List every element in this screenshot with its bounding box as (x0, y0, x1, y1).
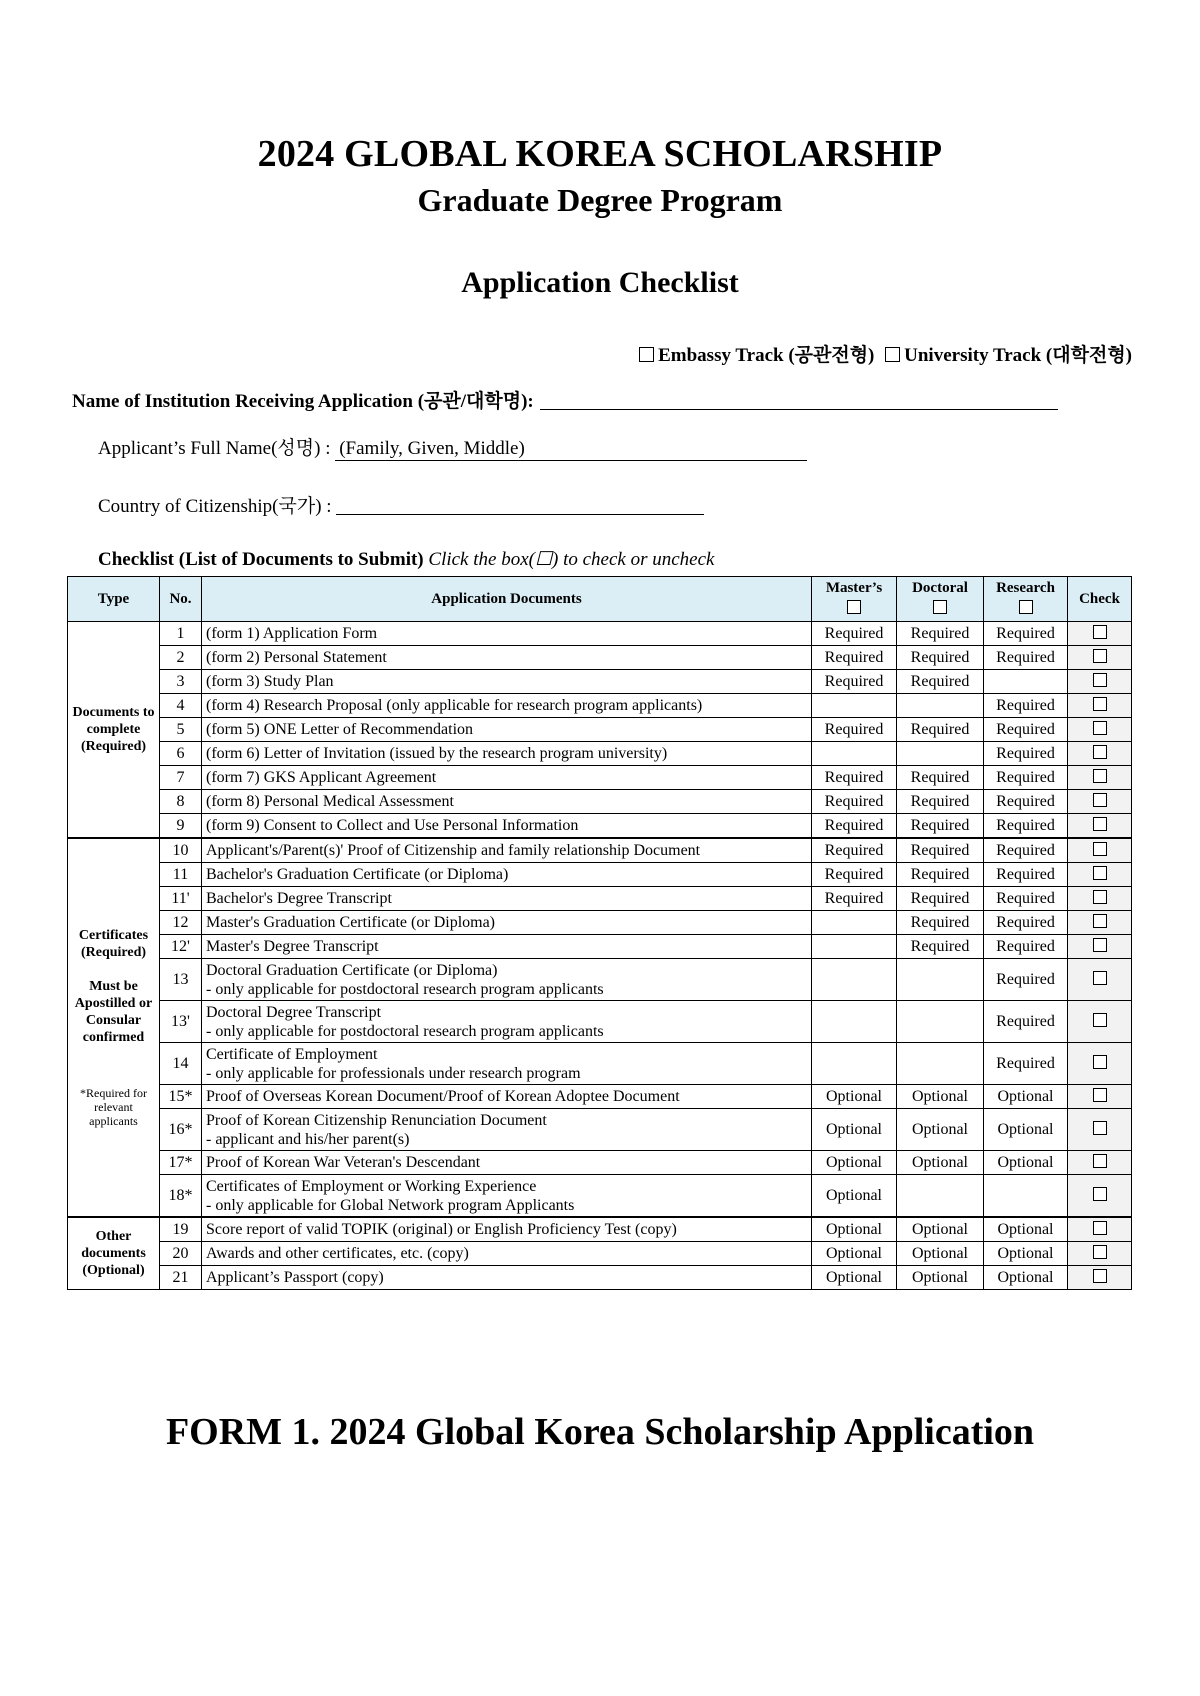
row-number: 5 (160, 718, 202, 742)
row-checkbox[interactable] (1093, 1221, 1107, 1235)
table-row (68, 935, 1132, 959)
doctoral-requirement: Required (897, 887, 984, 911)
masters-requirement: Required (812, 646, 897, 670)
doctoral-requirement: Required (897, 838, 984, 863)
document-cell (202, 959, 812, 1001)
row-number: 16* (160, 1109, 202, 1151)
document-note: - only applicable for postdoctoral research program applicants (206, 980, 604, 998)
doctoral-requirement: Required (897, 718, 984, 742)
row-number: 20 (160, 1242, 202, 1266)
row-number: 11 (160, 863, 202, 887)
row-checkbox[interactable] (1093, 1121, 1107, 1135)
document-note: - only applicable for professionals under research program (206, 1064, 581, 1082)
document-cell (202, 1175, 812, 1218)
masters-requirement: Required (812, 814, 897, 839)
masters-requirement: Required (812, 790, 897, 814)
section-title: Application Checklist (461, 266, 739, 299)
research-requirement: Required (984, 887, 1068, 911)
doctoral-requirement: Required (897, 935, 984, 959)
masters-requirement: Optional (812, 1242, 897, 1266)
table-row (68, 1266, 1132, 1290)
research-requirement: Required (984, 718, 1068, 742)
masters-requirement: Required (812, 838, 897, 863)
research-requirement: Required (984, 911, 1068, 935)
document-name: Proof of Overseas Korean Document/Proof of Korean Adoptee Document (206, 1087, 680, 1105)
research-requirement: Optional (984, 1217, 1068, 1242)
doctoral-requirement: Optional (897, 1266, 984, 1290)
research-requirement: Optional (984, 1266, 1068, 1290)
row-checkbox[interactable] (1093, 649, 1107, 663)
row-checkbox[interactable] (1093, 793, 1107, 807)
row-checkbox[interactable] (1093, 890, 1107, 904)
row-checkbox[interactable] (1093, 625, 1107, 639)
document-name: (form 8) Personal Medical Assessment (206, 792, 454, 810)
col-type: Type (68, 577, 160, 622)
document-title: 2024 GLOBAL KOREA SCHOLARSHIP (257, 133, 943, 175)
masters-requirement: Required (812, 622, 897, 646)
row-number: 3 (160, 670, 202, 694)
checklist-instruction: Click the box(☐) to check or uncheck (428, 549, 715, 570)
col-research (984, 577, 1068, 622)
check-cell (1068, 1175, 1132, 1218)
document-name: Applicant’s Passport (copy) (206, 1268, 384, 1286)
table-row (68, 1109, 1132, 1151)
row-checkbox[interactable] (1093, 1154, 1107, 1168)
col-docs: Application Documents (202, 577, 812, 622)
row-checkbox[interactable] (1093, 938, 1107, 952)
research-requirement (984, 1175, 1068, 1218)
row-checkbox[interactable] (1093, 1245, 1107, 1259)
document-note: - only applicable for postdoctoral research program applicants (206, 1022, 604, 1040)
research-requirement: Required (984, 838, 1068, 863)
research-requirement: Required (984, 622, 1068, 646)
checklist-heading-text: Checklist (List of Documents to Submit) (98, 549, 424, 570)
row-number: 15* (160, 1085, 202, 1109)
research-requirement: Required (984, 766, 1068, 790)
row-number: 18* (160, 1175, 202, 1218)
institution-input[interactable] (540, 391, 1058, 410)
row-number: 19 (160, 1217, 202, 1242)
check-cell (1068, 1085, 1132, 1109)
check-cell (1068, 694, 1132, 718)
row-number: 12 (160, 911, 202, 935)
document-name: Certificates of Employment or Working Experience (206, 1177, 537, 1195)
row-number: 21 (160, 1266, 202, 1290)
row-number: 1 (160, 622, 202, 646)
masters-requirement: Optional (812, 1175, 897, 1218)
document-name: Proof of Korean Citizenship Renunciation Document (206, 1111, 547, 1129)
document-note: - only applicable for Global Network program Applicants (206, 1196, 575, 1214)
check-cell (1068, 911, 1132, 935)
table-row (68, 887, 1132, 911)
university-track-label: University Track (대학전형) (904, 345, 1132, 366)
document-name: Proof of Korean War Veteran's Descendant (206, 1153, 481, 1171)
masters-requirement: Required (812, 863, 897, 887)
document-name: Bachelor's Degree Transcript (206, 889, 392, 907)
research-requirement (984, 670, 1068, 694)
table-row (68, 959, 1132, 1001)
document-cell (202, 1242, 812, 1266)
doctoral-requirement: Optional (897, 1217, 984, 1242)
institution-label: Name of Institution Receiving Application (공관/대학명): (72, 391, 534, 412)
check-cell (1068, 935, 1132, 959)
applicant-name-input[interactable]: (Family, Given, Middle) (335, 438, 807, 461)
row-number: 11' (160, 887, 202, 911)
research-requirement: Required (984, 935, 1068, 959)
table-row (68, 838, 1132, 863)
research-requirement: Required (984, 959, 1068, 1001)
check-cell (1068, 1242, 1132, 1266)
document-name: Master's Graduation Certificate (or Diploma) (206, 913, 496, 931)
check-cell (1068, 766, 1132, 790)
embassy-track-label: Embassy Track (공관전형) (658, 345, 875, 366)
table-row (68, 646, 1132, 670)
doctoral-requirement: Required (897, 766, 984, 790)
col-research-label: Research (996, 579, 1055, 596)
document-cell (202, 670, 812, 694)
table-row (68, 863, 1132, 887)
document-cell (202, 814, 812, 839)
document-name: Master's Degree Transcript (206, 937, 379, 955)
checklist-heading (98, 548, 714, 571)
masters-requirement: Optional (812, 1217, 897, 1242)
check-cell (1068, 1043, 1132, 1085)
masters-checkbox[interactable] (847, 600, 861, 614)
type-required-docs: Documents to complete (Required) (72, 705, 155, 754)
type-certificates: Certificates (Required) (78, 928, 149, 960)
form1-title: FORM 1. 2024 Global Korea Scholarship Application (165, 1411, 1035, 1453)
document-cell (202, 694, 812, 718)
table-row (68, 694, 1132, 718)
research-requirement: Required (984, 863, 1068, 887)
masters-requirement (812, 911, 897, 935)
col-check: Check (1068, 577, 1132, 622)
table-row (68, 718, 1132, 742)
masters-requirement: Required (812, 718, 897, 742)
doctoral-requirement: Required (897, 790, 984, 814)
country-label: Country of Citizenship(국가) : (98, 496, 332, 517)
check-cell (1068, 1266, 1132, 1290)
type-apostille: Must be Apostilled or Consular confirmed (74, 979, 153, 1045)
table-row (68, 790, 1132, 814)
research-requirement: Required (984, 1043, 1068, 1085)
document-cell (202, 1151, 812, 1175)
doctoral-requirement: Optional (897, 1085, 984, 1109)
check-cell (1068, 1109, 1132, 1151)
table-row (68, 911, 1132, 935)
row-number: 2 (160, 646, 202, 670)
document-name: Bachelor's Graduation Certificate (or Diploma) (206, 865, 509, 883)
row-checkbox[interactable] (1093, 842, 1107, 856)
doctoral-requirement (897, 959, 984, 1001)
doctoral-requirement: Required (897, 863, 984, 887)
document-name: (form 4) Research Proposal (only applicable for research program applicants) (206, 696, 703, 714)
row-checkbox[interactable] (1093, 817, 1107, 831)
masters-requirement: Required (812, 887, 897, 911)
document-cell (202, 1109, 812, 1151)
document-cell (202, 887, 812, 911)
document-name: Awards and other certificates, etc. (copy) (206, 1244, 469, 1262)
table-row (68, 1085, 1132, 1109)
table-row (68, 766, 1132, 790)
document-name: Applicant's/Parent(s)' Proof of Citizenship and family relationship Document (206, 841, 701, 859)
document-name: Score report of valid TOPIK (original) or English Proficiency Test (copy) (206, 1220, 677, 1238)
doctoral-requirement: Required (897, 646, 984, 670)
check-cell (1068, 887, 1132, 911)
masters-requirement (812, 935, 897, 959)
masters-requirement: Optional (812, 1109, 897, 1151)
row-checkbox[interactable] (1093, 1187, 1107, 1201)
applicant-name-field (98, 433, 807, 461)
table-row (68, 1242, 1132, 1266)
research-requirement: Required (984, 814, 1068, 839)
document-cell (202, 1266, 812, 1290)
col-masters-label: Master’s (825, 579, 883, 596)
table-row (68, 670, 1132, 694)
research-requirement: Optional (984, 1242, 1068, 1266)
masters-requirement (812, 1043, 897, 1085)
research-requirement: Optional (984, 1151, 1068, 1175)
row-number: 13' (160, 1001, 202, 1043)
doctoral-requirement (897, 694, 984, 718)
row-checkbox[interactable] (1093, 721, 1107, 735)
table-row (68, 742, 1132, 766)
row-checkbox[interactable] (1093, 1269, 1107, 1283)
document-name: Doctoral Degree Transcript (206, 1003, 382, 1021)
row-number: 9 (160, 814, 202, 839)
table-row (68, 1151, 1132, 1175)
table-row (68, 1043, 1132, 1085)
doctoral-requirement (897, 1001, 984, 1043)
research-requirement: Required (984, 694, 1068, 718)
check-cell (1068, 959, 1132, 1001)
row-number: 13 (160, 959, 202, 1001)
check-cell (1068, 622, 1132, 646)
col-doctoral-label: Doctoral (912, 579, 968, 596)
doctoral-requirement (897, 1175, 984, 1218)
research-requirement: Required (984, 646, 1068, 670)
doctoral-requirement (897, 742, 984, 766)
research-requirement: Optional (984, 1085, 1068, 1109)
row-number: 10 (160, 838, 202, 863)
check-cell (1068, 742, 1132, 766)
document-cell (202, 646, 812, 670)
research-requirement: Optional (984, 1109, 1068, 1151)
row-checkbox[interactable] (1093, 971, 1107, 985)
table-row (68, 1217, 1132, 1242)
row-checkbox[interactable] (1093, 1088, 1107, 1102)
document-name: (form 6) Letter of Invitation (issued by the research program university) (206, 744, 668, 762)
masters-requirement (812, 694, 897, 718)
document-name: (form 3) Study Plan (206, 672, 334, 690)
document-cell (202, 622, 812, 646)
research-requirement: Required (984, 742, 1068, 766)
masters-requirement: Required (812, 766, 897, 790)
check-cell (1068, 1151, 1132, 1175)
check-cell (1068, 718, 1132, 742)
institution-field (72, 386, 1092, 413)
document-name: (form 7) GKS Applicant Agreement (206, 768, 437, 786)
document-cell (202, 1217, 812, 1242)
check-cell (1068, 1001, 1132, 1043)
row-checkbox[interactable] (1093, 866, 1107, 880)
country-input[interactable] (336, 496, 704, 515)
document-name: (form 1) Application Form (206, 624, 378, 642)
document-cell (202, 911, 812, 935)
check-cell (1068, 646, 1132, 670)
row-checkbox[interactable] (1093, 697, 1107, 711)
row-number: 8 (160, 790, 202, 814)
row-number: 7 (160, 766, 202, 790)
document-name: Doctoral Graduation Certificate (or Diploma) (206, 961, 498, 979)
document-name: Certificate of Employment (206, 1045, 378, 1063)
doctoral-requirement (897, 1043, 984, 1085)
row-number: 4 (160, 694, 202, 718)
doctoral-requirement: Required (897, 622, 984, 646)
row-checkbox[interactable] (1093, 1055, 1107, 1069)
row-number: 6 (160, 742, 202, 766)
col-doctoral (897, 577, 984, 622)
doctoral-requirement: Optional (897, 1242, 984, 1266)
document-cell (202, 838, 812, 863)
masters-requirement: Required (812, 670, 897, 694)
row-checkbox[interactable] (1093, 1013, 1107, 1027)
col-no: No. (160, 577, 202, 622)
track-selector (639, 340, 1132, 367)
check-cell (1068, 814, 1132, 839)
row-checkbox[interactable] (1093, 914, 1107, 928)
doctoral-requirement: Optional (897, 1151, 984, 1175)
document-note: - applicant and his/her parent(s) (206, 1130, 410, 1148)
doctoral-requirement: Optional (897, 1109, 984, 1151)
table-row (68, 1001, 1132, 1043)
row-checkbox[interactable] (1093, 745, 1107, 759)
document-name: (form 5) ONE Letter of Recommendation (206, 720, 474, 738)
masters-requirement (812, 1001, 897, 1043)
check-cell (1068, 670, 1132, 694)
check-cell (1068, 863, 1132, 887)
masters-requirement (812, 742, 897, 766)
table-row (68, 622, 1132, 646)
research-checkbox[interactable] (1019, 600, 1033, 614)
document-cell (202, 790, 812, 814)
document-cell (202, 742, 812, 766)
checklist-table (67, 576, 1132, 1290)
document-cell (202, 1085, 812, 1109)
row-number: 14 (160, 1043, 202, 1085)
embassy-track-checkbox[interactable] (639, 347, 654, 362)
masters-requirement (812, 959, 897, 1001)
university-track-checkbox[interactable] (885, 347, 900, 362)
doctoral-requirement: Required (897, 911, 984, 935)
document-cell (202, 718, 812, 742)
check-cell (1068, 838, 1132, 863)
country-field (98, 491, 704, 518)
document-subtitle: Graduate Degree Program (417, 182, 783, 218)
document-name: (form 9) Consent to Collect and Use Personal Information (206, 816, 579, 834)
type-other-docs: Other documents (Optional) (81, 1229, 146, 1278)
document-cell (202, 863, 812, 887)
row-checkbox[interactable] (1093, 769, 1107, 783)
document-cell (202, 766, 812, 790)
research-requirement: Required (984, 790, 1068, 814)
type-cell (68, 622, 160, 839)
check-cell (1068, 790, 1132, 814)
research-requirement: Required (984, 1001, 1068, 1043)
masters-requirement: Optional (812, 1151, 897, 1175)
document-cell (202, 1043, 812, 1085)
row-number: 17* (160, 1151, 202, 1175)
type-relevant-note: *Required for relevant applicants (80, 1086, 147, 1128)
check-cell (1068, 1217, 1132, 1242)
row-number: 12' (160, 935, 202, 959)
doctoral-requirement: Required (897, 670, 984, 694)
row-checkbox[interactable] (1093, 673, 1107, 687)
doctoral-checkbox[interactable] (933, 600, 947, 614)
masters-requirement: Optional (812, 1085, 897, 1109)
masters-requirement: Optional (812, 1266, 897, 1290)
applicant-name-label: Applicant’s Full Name(성명) : (98, 438, 331, 459)
table-row (68, 1175, 1132, 1218)
document-cell (202, 935, 812, 959)
table-row (68, 814, 1132, 839)
doctoral-requirement: Required (897, 814, 984, 839)
document-name: (form 2) Personal Statement (206, 648, 387, 666)
type-cell (68, 838, 160, 1217)
col-masters (812, 577, 897, 622)
type-cell (68, 1217, 160, 1290)
document-cell (202, 1001, 812, 1043)
